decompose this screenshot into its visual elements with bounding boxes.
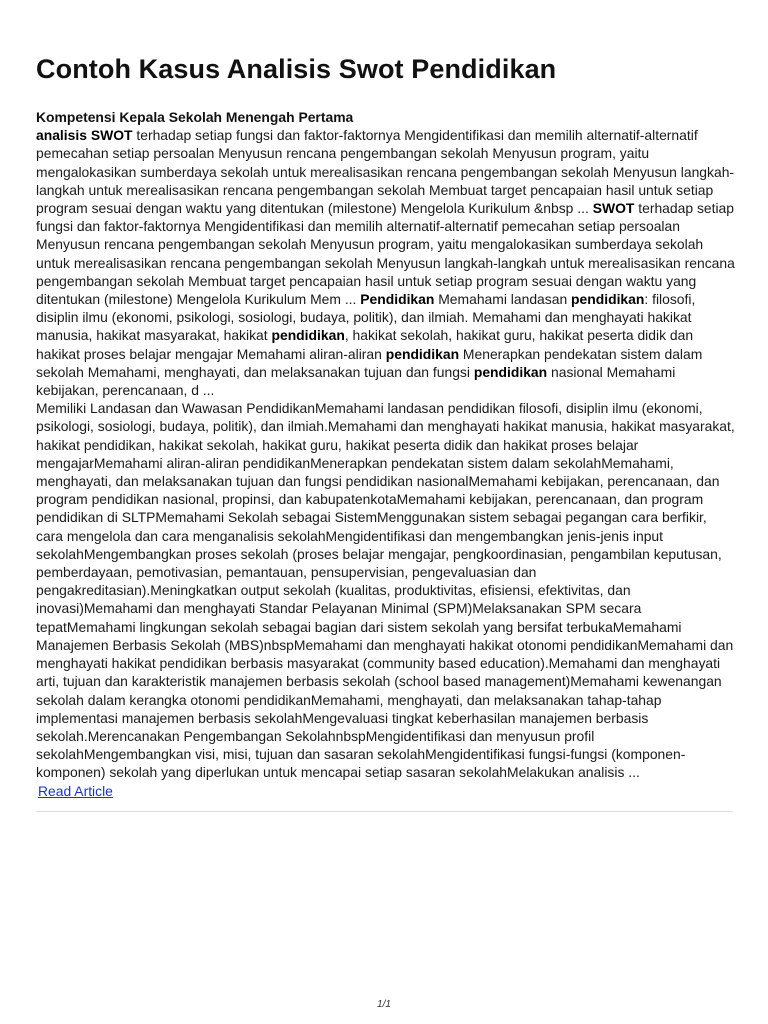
excerpt-text: : filosofi, disiplin ilmu (ekonomi, psikologi, sosiologi, budaya, politik), dan ilmiah. Memahami dan menghayati hakikat manusia, hakikat masyarakat, hakikat [36, 291, 696, 344]
excerpt-text: terhadap setiap fungsi dan faktor-faktornya Mengidentifikasi dan memilih alternatif-alternatif pemecahan setiap persoalan Menyusun rencana pengembangan sekolah Menyusun program, yaitu mengalokasikan sumberdaya sekolah untuk merealisasikan rencana pengembangan sekolah Menyusun langkah-langkah untuk merealisasikan rencana pengembangan sekolah Membuat target pencapaian hasil untuk setiap program sesuai dengan waktu yang ditentukan (milestone) Mengelola Kurikulum &nbsp ... [36, 127, 735, 217]
article-excerpt [36, 126, 736, 399]
keyword-highlight: pendidikan [473, 363, 548, 380]
page-title: Contoh Kasus Analisis Swot Pendidikan [36, 54, 557, 84]
article-paragraph: Memiliki Landasan dan Wawasan PendidikanMemahami landasan pendidikan filosofi, disiplin ilmu (ekonomi, psikologi, sosiologi, budaya, politik), dan ilmiah.Memahami dan menghayati hakikat manusia, hakikat masyarakat, hakikat pendidikan, hakikat sekolah, hakikat guru, hakikat peserta didik dan hakikat proses belajar mengajarMemahami aliran-aliran pendidikanMenerapkan pendekatan sistem dalam sekolahMemahami, menghayati, dan melaksanakan tujuan dan fungsi pendidikan nasionalMemahami kebijakan, perencanaan, dan program pendidikan nasional, propinsi, dan kabupatenkotaMemahami kebijakan, perencanaan, dan program pendidikan di SLTPMemahami Sekolah sebagai SistemMenggunakan sistem sebagai pegangan cara berfikir, cara mengelola dan cara menganalisis sekolahMengidentifikasi dan mengembangkan jenis-jenis input sekolahMengembangkan proses sekolah (proses belajar mengajar, pengkoordinasian, pengambilan keputusan, pemberdayaan, pemotivasian, pemantauan, pensupervisian, pengevaluasian dan pengakreditasian).Meningkatkan output sekolah (kualitas, produktivitas, efisiensi, efektivitas, dan inovasi)Memahami dan menghayati Standar Pelayanan Minimal (SPM)Melaksanakan SPM secara tepatMemahami lingkungan sekolah sebagai bagian dari sistem sekolah yang bersifat terbukaMemahami Manajemen Berbasis Sekolah (MBS)nbspMemahami dan menghayati hakikat otonomi pendidikanMemahami dan menghayati hakikat pendidikan berbasis masyarakat (community based education).Memahami dan menghayati arti, tujuan dan karakteristik manajemen berbasis sekolah (school based management)Memahami kewenangan sekolah dalam kerangka otonomi pendidikanMemahami, menghayati, dan melaksanakan tahap-tahap implementasi manajemen berbasis sekolahMengevaluasi tingkat keberhasilan manajemen berbasis sekolah.Merencanakan Pengembangan SekolahnbspMengidentifikasi dan menyusun profil sekolahMengembangkan visi, misi, tujuan dan sasaran sekolahMengidentifikasi fungsi-fungsi (komponen-komponen) sekolah yang diperlukan untuk mencapai setiap sasaran sekolahMelakukan analisis ... [36, 400, 735, 781]
read-article-link[interactable]: Read Article [38, 782, 113, 799]
divider [36, 811, 733, 812]
excerpt-text: , hakikat sekolah, hakikat guru, hakikat peserta didik dan hakikat proses belajar mengajar Memahami aliran-aliran [36, 327, 694, 362]
keyword-highlight: Pendidikan [360, 291, 435, 308]
excerpt-text: terhadap setiap fungsi dan faktor-faktornya Mengidentifikasi dan memilih alternatif-alternatif pemecahan setiap persoalan Menyusun rencana pengembangan sekolah Menyusun program, yaitu mengalokasikan sumberdaya sekolah untuk merealisasikan rencana pengembangan sekolah Menyusun langkah-langkah untuk merealisasikan rencana pengembangan sekolah Membuat target pencapaian hasil untuk setiap program sesuai dengan waktu yang ditentukan (milestone) Mengelola Kurikulum Mem ... [36, 200, 735, 308]
keyword-highlight: pendidikan [271, 327, 345, 344]
keyword-highlight: pendidikan [385, 345, 460, 362]
article-subtitle: Kompetensi Kepala Sekolah Menengah Pertama [36, 109, 354, 125]
excerpt-text: Memahami landasan [434, 291, 572, 308]
excerpt-text: nasional Memahami kebijakan, perencanaan, d ... [36, 363, 676, 399]
excerpt-text: Menerapkan pendekatan sistem dalam sekolah Memahami, menghayati, dan melaksanakan tujuan dan fungsi [36, 345, 703, 380]
keyword-highlight: analisis SWOT [36, 127, 133, 144]
keyword-highlight: SWOT [592, 200, 635, 217]
keyword-highlight: pendidikan [571, 291, 645, 308]
page-number: 1/1 [377, 999, 391, 1010]
article-body [36, 108, 736, 800]
